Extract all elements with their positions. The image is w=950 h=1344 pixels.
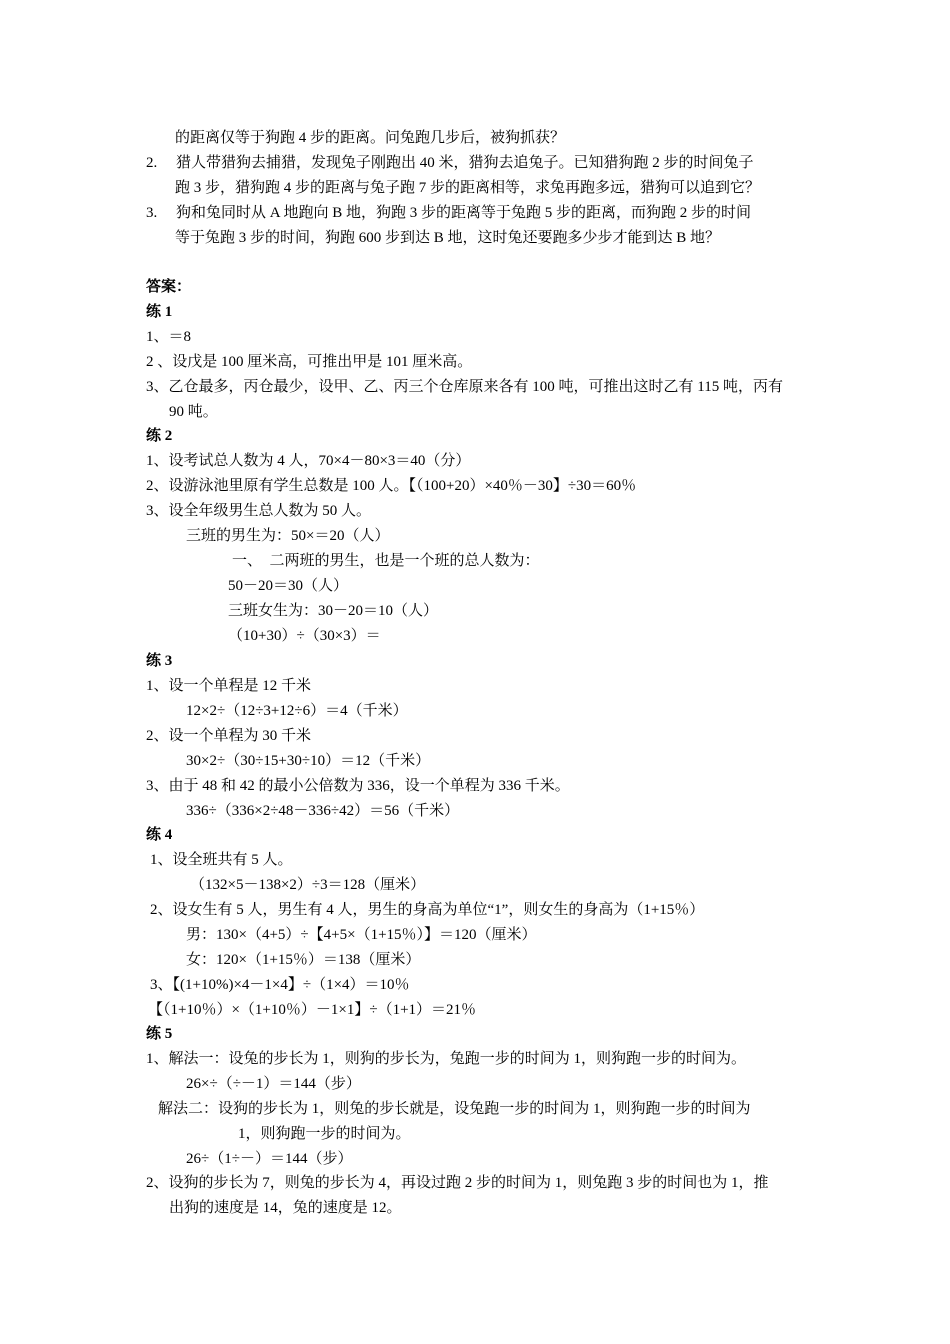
answer-5-1-method2: 解法二：设狗的步长为 1，则兔的步长就是，设兔跑一步的时间为 1，则狗跑一步的时间为 xyxy=(158,1101,751,1117)
answer-4-2: 2、设女生有 5 人，男生有 4 人，男生的身高为单位“1”，则女生的身高为（1+15％） xyxy=(150,902,705,918)
section-2-heading: 练 2 xyxy=(146,428,173,444)
answer-2-3-step5: （10+30）÷（30×3）＝ xyxy=(228,628,381,644)
problem-3-text-line2: 等于兔跑 3 步的时间，狗跑 600 步到达 B 地，这时兔还要跑多少步才能到达 B 地？ xyxy=(175,230,721,246)
answer-3-2-calc: 30×2÷（30÷15+30÷10）＝12（千米） xyxy=(186,753,431,769)
problem-2-text-line1: 猎人带猎狗去捕猎，发现兔子刚跑出 40 米，猎狗去追兔子。已知猎狗跑 2 步的时间兔子 xyxy=(176,155,754,171)
answer-3-1: 1、设一个单程是 12 千米 xyxy=(146,678,312,694)
answer-4-3: 3、【(1+10%)×4－1×4】÷（1×4）＝10％ xyxy=(150,977,410,993)
answer-2-3: 3、设全年级男生总人数为 50 人。 xyxy=(146,503,372,519)
answer-5-2-cont: 出狗的速度是 14，兔的速度是 12。 xyxy=(169,1200,402,1216)
answer-5-1: 1、解法一：设兔的步长为 1，则狗的步长为，兔跑一步的时间为 1，则狗跑一步的时间为。 xyxy=(146,1051,747,1067)
answer-1-3-cont: 90 吨。 xyxy=(169,404,218,420)
answer-4-1-calc: （132×5－138×2）÷3＝128（厘米） xyxy=(190,877,426,893)
section-5-heading: 练 5 xyxy=(146,1026,173,1042)
answer-3-3-calc: 336÷（336×2÷48－336÷42）＝56（千米） xyxy=(186,803,460,819)
answer-5-1-method2-cont: 1，则狗跑一步的时间为。 xyxy=(238,1126,411,1142)
answer-4-2-female: 女：120×（1+15％）＝138（厘米） xyxy=(186,952,421,968)
answer-1-3: 3、乙仓最多，丙仓最少，设甲、乙、丙三个仓库原来各有 100 吨，可推出这时乙有 115 吨，丙有 xyxy=(146,379,783,395)
answer-4-2-male: 男：130×（4+5）÷【4+5×（1+15％）】＝120（厘米） xyxy=(186,927,537,943)
answer-3-3: 3、由于 48 和 42 的最小公倍数为 336，设一个单程为 336 千米。 xyxy=(146,778,570,794)
answer-3-1-calc: 12×2÷（12÷3+12÷6）＝4（千米） xyxy=(186,703,408,719)
section-1-heading: 练 1 xyxy=(146,304,173,320)
answer-1-2: 2 、设戊是 100 厘米高，可推出甲是 101 厘米高。 xyxy=(146,354,473,370)
answer-3-2: 2、设一个单程为 30 千米 xyxy=(146,728,312,744)
answer-2-3-step3: 50－20＝30（人） xyxy=(228,578,349,594)
section-3-heading: 练 3 xyxy=(146,653,173,669)
answer-2-3-step4: 三班女生为：30－20＝10（人） xyxy=(228,603,439,619)
answer-4-3-alt: 【（1+10％）×（1+10％）－1×1】÷（1+1）＝21％ xyxy=(148,1002,477,1018)
answer-2-3-step1: 三班的男生为：50×＝20（人） xyxy=(186,528,390,544)
section-4-heading: 练 4 xyxy=(146,827,173,843)
answer-2-2: 2、设游泳池里原有学生总数是 100 人。【（100+20）×40％－30】÷30＝60％ xyxy=(146,478,637,494)
problem-3 xyxy=(146,202,751,224)
problem-3-number: 3. xyxy=(146,205,158,221)
problem-1-continuation: 的距离仅等于狗跑 4 步的距离。问兔跑几步后，被狗抓获？ xyxy=(175,130,566,146)
problem-3-text-line1: 狗和兔同时从 A 地跑向 B 地，狗跑 3 步的距离等于兔跑 5 步的距离，而狗跑 2 步的时间 xyxy=(176,205,752,221)
answer-4-1: 1、设全班共有 5 人。 xyxy=(150,852,293,868)
problem-2-text-line2: 跑 3 步，猎狗跑 4 步的距离与兔子跑 7 步的距离相等，求兔再跑多远，猎狗可以追到它？ xyxy=(175,180,761,196)
answer-1-1: 1、＝8 xyxy=(146,329,192,345)
answer-2-1: 1、设考试总人数为 4 人，70×4－80×3＝40（分） xyxy=(146,453,471,469)
problem-2-number: 2. xyxy=(146,155,158,171)
answer-2-3-step2: 一、 二两班的男生，也是一个班的总人数为： xyxy=(232,553,540,569)
answer-5-1-method2-calc: 26÷（1÷－）＝144（步） xyxy=(186,1151,353,1167)
problem-2 xyxy=(146,152,754,174)
answers-title: 答案： xyxy=(146,279,192,295)
answer-5-1-calc: 26×÷（÷－1）＝144（步） xyxy=(186,1076,361,1092)
answer-5-2: 2、设狗的步长为 7，则兔的步长为 4，再设过跑 2 步的时间为 1，则兔跑 3 步的时间也为 1，推 xyxy=(146,1175,769,1191)
